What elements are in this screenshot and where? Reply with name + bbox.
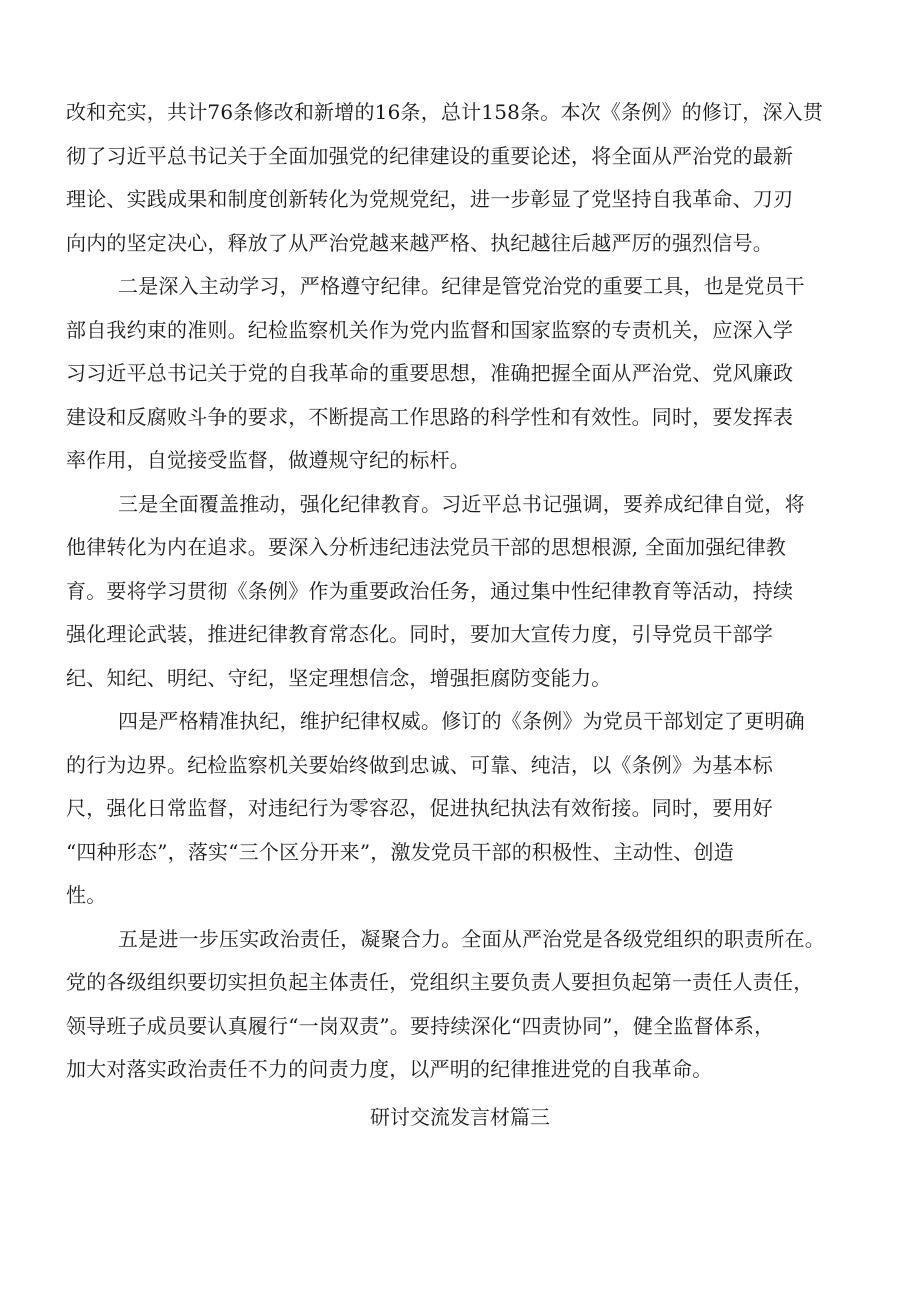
- text-line: 改和充实，共计76条修改和新增的16条，总计158条。本次《条例》的修订，深入贯: [66, 100, 824, 124]
- text-line: 彻了习近平总书记关于全面加强党的纪律建设的重要论述，将全面从严治党的最新: [66, 144, 794, 168]
- text-line: 的行为边界。纪检监察机关要始终做到忠诚、可靠、纯洁，以《条例》为基本标: [66, 753, 773, 777]
- text-line: 习习近平总书记关于党的自我革命的重要思想，准确把握全面从严治党、党风廉政: [66, 361, 794, 385]
- text-line: 部自我约束的准则。纪检监察机关作为党内监督和国家监察的专责机关，应深入学: [66, 318, 794, 342]
- text-line: 强化理论武装，推进纪律教育常态化。同时，要加大宣传力度，引导党员干部学: [66, 622, 773, 646]
- paragraph-start: 二是深入主动学习，严格遵守纪律。纪律是管党治党的重要工具，也是党员干: [118, 274, 805, 298]
- text-line: 领导班子成员要认真履行“一岗双责”。要持续深化“四责协同”，健全监督体系，: [66, 1014, 775, 1038]
- text-line: 党的各级组织要切实担负起主体责任，党组织主要负责人要担负起第一责任人责任，: [66, 970, 814, 994]
- section-heading: 研讨交流发言材篇三: [370, 1105, 550, 1129]
- text-line: 尺，强化日常监督，对违纪行为零容忍，促进执纪执法有效衔接。同时，要用好: [66, 796, 773, 820]
- text-line: 加大对落实政治责任不力的问责力度，以严明的纪律推进党的自我革命。: [66, 1057, 713, 1081]
- paragraph-start: 五是进一步压实政治责任，凝聚合力。全面从严治党是各级党组织的职责所在。: [118, 927, 825, 951]
- text-line: 育。要将学习贯彻《条例》作为重要政治任务，通过集中性纪律教育等活动，持续: [66, 579, 794, 603]
- paragraph-start: 四是严格精准执纪，维护纪律权威。修订的《条例》为党员干部划定了更明确: [118, 709, 805, 733]
- text-line: 他律转化为内在追求。要深入分析违纪违法党员干部的思想根源, 全面加强纪律教: [66, 535, 787, 559]
- text-line: 理论、实践成果和制度创新转化为党规党纪，进一步彰显了党坚持自我革命、刀刃: [66, 187, 794, 211]
- text-line: 性。: [66, 883, 107, 907]
- paragraph-start: 三是全面覆盖推动，强化纪律教育。习近平总书记强调，要养成纪律自觉，将: [118, 492, 805, 516]
- text-line: 率作用，自觉接受监督，做遵规守纪的标杆。: [66, 448, 470, 472]
- text-line: 向内的坚定决心，释放了从严治党越来越严格、执纪越往后越严厉的强烈信号。: [66, 231, 773, 255]
- text-line: 纪、知纪、明纪、守纪，坚定理想信念，增强拒腐防变能力。: [66, 666, 612, 690]
- text-line: 建设和反腐败斗争的要求，不断提高工作思路的科学性和有效性。同时，要发挥表: [66, 405, 794, 429]
- text-line: “四种形态”，落实“三个区分开来”，激发党员干部的积极性、主动性、创造: [66, 840, 734, 864]
